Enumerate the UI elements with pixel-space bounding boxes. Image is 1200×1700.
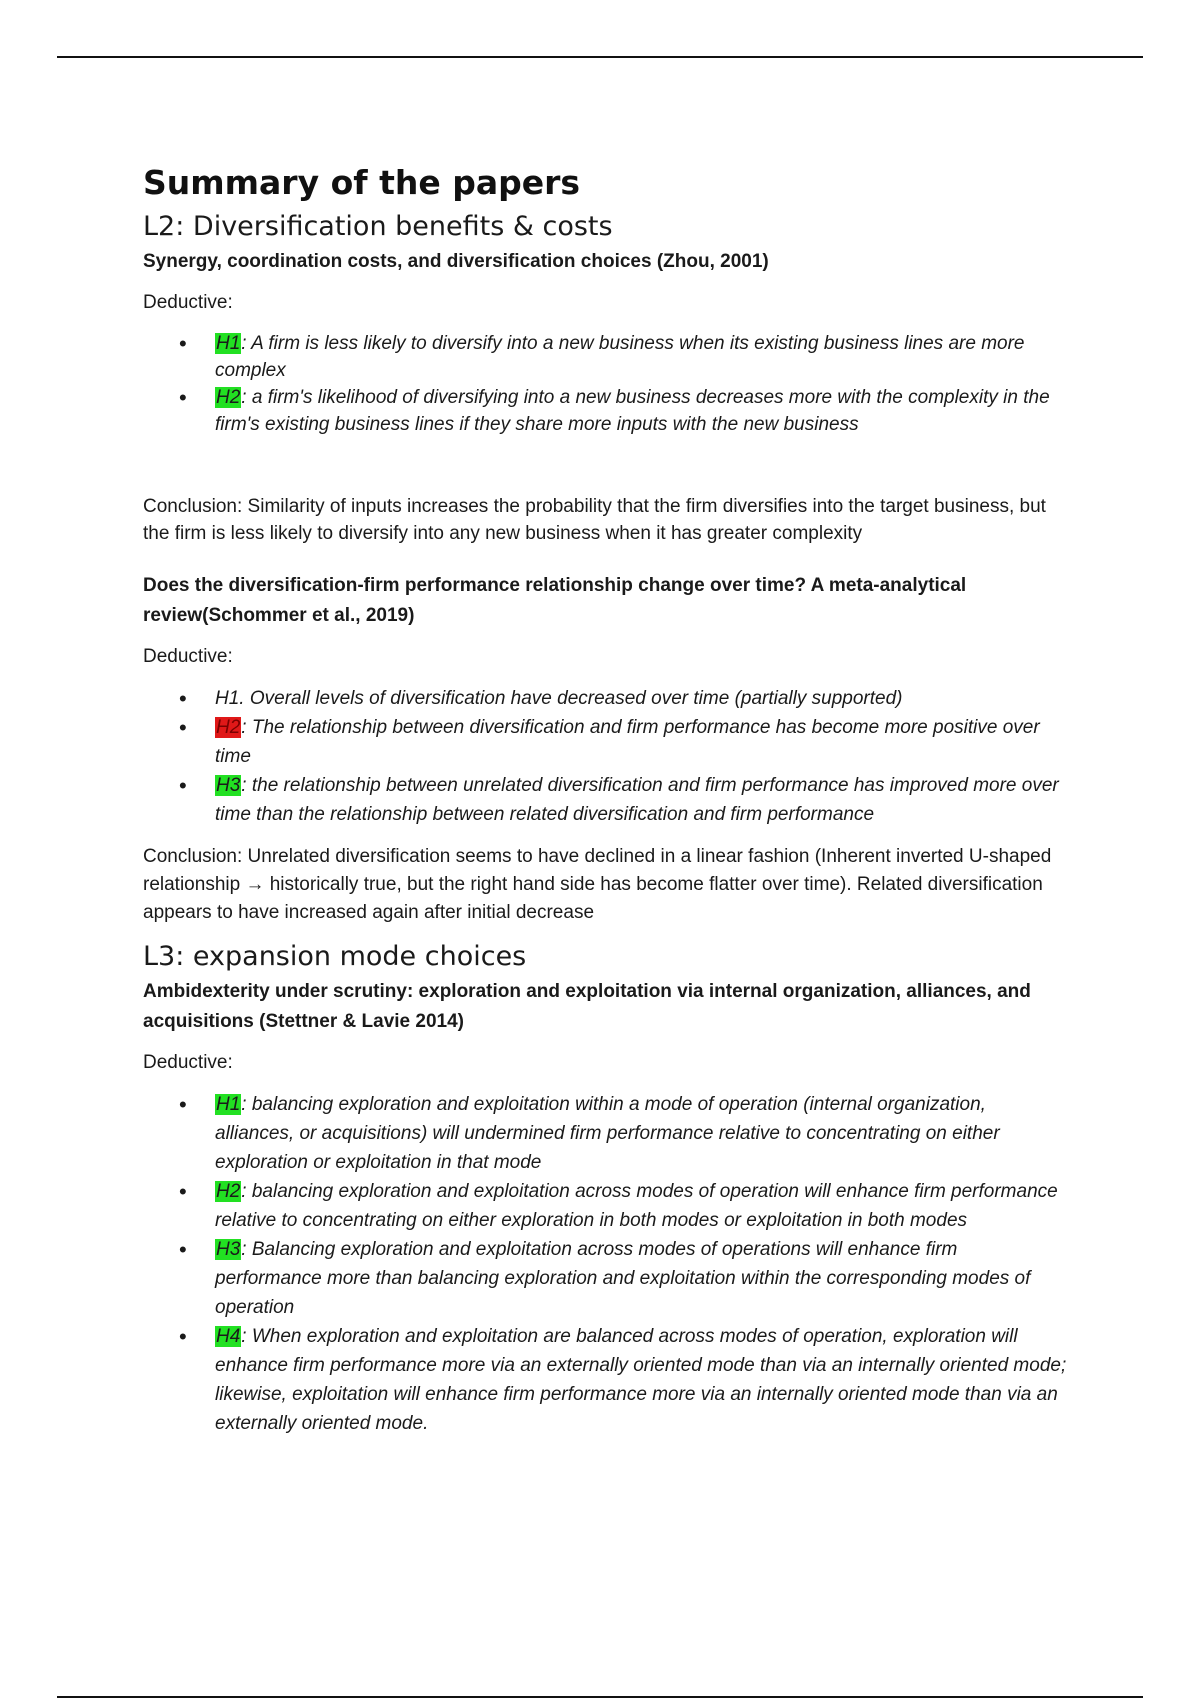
hypothesis-list: [143, 330, 1068, 438]
hypothesis-text: balancing exploration and exploitation across modes of operation will enhance firm performance relative to concentrating on either exploration in both modes or exploitation in both modes: [215, 1181, 1058, 1231]
section-heading-l2: L2: Diversification benefits & costs: [143, 211, 613, 242]
hypothesis-tag: H1: [216, 333, 241, 354]
hypothesis-text: Balancing exploration and exploitation across modes of operations will enhance firm performance more than balancing exploration and exploitation within the corresponding modes of operation: [215, 1239, 1031, 1318]
hypothesis-item: • H1: A firm is less likely to diversify into a new business when its existing business lines are more complex: [215, 330, 1068, 384]
hypothesis-item: • H4: When exploration and exploitation are balanced across modes of operation, exploration will enhance firm performance more via an externally oriented mode than via an internally oriented mode; likewise, exploitation will enhance firm performance more via an internally oriented mode than via an externally oriented mode.: [215, 1322, 1068, 1438]
conclusion: Conclusion: Unrelated diversification seems to have declined in a linear fashion (Inherent inverted U-shaped relationship → historically true, but the right hand side has become flatter over time). Related diversification appears to have increased again after initial decrease: [143, 846, 1052, 923]
paper-title: Ambidexterity under scrutiny: exploration and exploitation via internal organization, alliances, and acquisitions (Stettner & Lavie 2014): [143, 981, 1031, 1032]
hypothesis-text: a firm's likelihood of diversifying into a new business decreases more with the complexity in the firm's existing business lines if they share more inputs with the new business: [215, 387, 1050, 435]
hypothesis-text: H1. Overall levels of diversification have decreased over time (partially supported): [215, 688, 903, 709]
paper-schommer: [143, 571, 1068, 927]
deductive-label: Deductive:: [143, 1052, 233, 1073]
hypothesis-list: [143, 684, 1068, 829]
hypothesis-tag: H1: [216, 1094, 241, 1115]
hypothesis-tag: H4: [216, 1326, 241, 1347]
hypothesis-text: balancing exploration and exploitation within a mode of operation (internal organization, alliances, or acquisitions) will undermined firm performance relative to concentrating on either exploration or exploitation in that mode: [215, 1094, 1000, 1173]
conclusion: Conclusion: Similarity of inputs increases the probability that the firm diversifies into the target business, but the firm is less likely to diversify into any new business when it has greater complexity: [143, 496, 1046, 544]
hypothesis-tag: H2: [216, 1181, 241, 1202]
hypothesis-item: • H2: a firm's likelihood of diversifying into a new business decreases more with the complexity in the firm's existing business lines if they share more inputs with the new business: [215, 384, 1068, 438]
hypothesis-tag: H3: [216, 775, 241, 796]
hypothesis-list: [143, 1090, 1068, 1438]
hypothesis-item: • H2: balancing exploration and exploitation across modes of operation will enhance firm performance relative to concentrating on either exploration in both modes or exploitation in both modes: [215, 1177, 1068, 1235]
hypothesis-text: The relationship between diversification and firm performance has become more positive over time: [215, 717, 1040, 767]
hypothesis-item: [215, 684, 1068, 713]
header-rule: [57, 56, 1143, 58]
deductive-label: Deductive:: [143, 292, 233, 313]
hypothesis-tag: H3: [216, 1239, 241, 1260]
hypothesis-item: • H3: Balancing exploration and exploitation across modes of operations will enhance firm performance more than balancing exploration and exploitation within the corresponding modes of operation: [215, 1235, 1068, 1322]
hypothesis-text: A firm is less likely to diversify into a new business when its existing business lines are more complex: [215, 333, 1025, 381]
hypothesis-text: the relationship between unrelated diversification and firm performance has improved more over time than the relationship between related diversification and firm performance: [215, 775, 1059, 825]
hypothesis-item: • H2: The relationship between diversification and firm performance has become more positive over time: [215, 713, 1068, 771]
paper-stettner-lavie: [143, 977, 1068, 1438]
footer-rule: [57, 1696, 1143, 1698]
paper-title: Does the diversification-firm performance relationship change over time? A meta-analytical review(Schommer et al., 2019): [143, 575, 967, 626]
hypothesis-text: When exploration and exploitation are balanced across modes of operation, exploration will enhance firm performance more via an externally oriented mode than via an internally oriented mode; likewise, exploitation will enhance firm performance more via an internally oriented mode than via an externally oriented mode.: [215, 1326, 1067, 1434]
hypothesis-item: • H3: the relationship between unrelated diversification and firm performance has improved more over time than the relationship between related diversification and firm performance: [215, 771, 1068, 829]
paper-title: Synergy, coordination costs, and diversification choices (Zhou, 2001): [143, 251, 769, 272]
paper-zhou: [143, 247, 1068, 547]
document-body: [143, 164, 1068, 1438]
page-title: Summary of the papers: [143, 163, 581, 202]
hypothesis-tag: H2: [216, 717, 241, 738]
hypothesis-item: • H1: balancing exploration and exploitation within a mode of operation (internal organization, alliances, or acquisitions) will undermined firm performance relative to concentrating on either exploration or exploitation in that mode: [215, 1090, 1068, 1177]
hypothesis-tag: H2: [216, 387, 241, 408]
section-heading-l3: L3: expansion mode choices: [143, 941, 527, 972]
deductive-label: Deductive:: [143, 646, 233, 667]
